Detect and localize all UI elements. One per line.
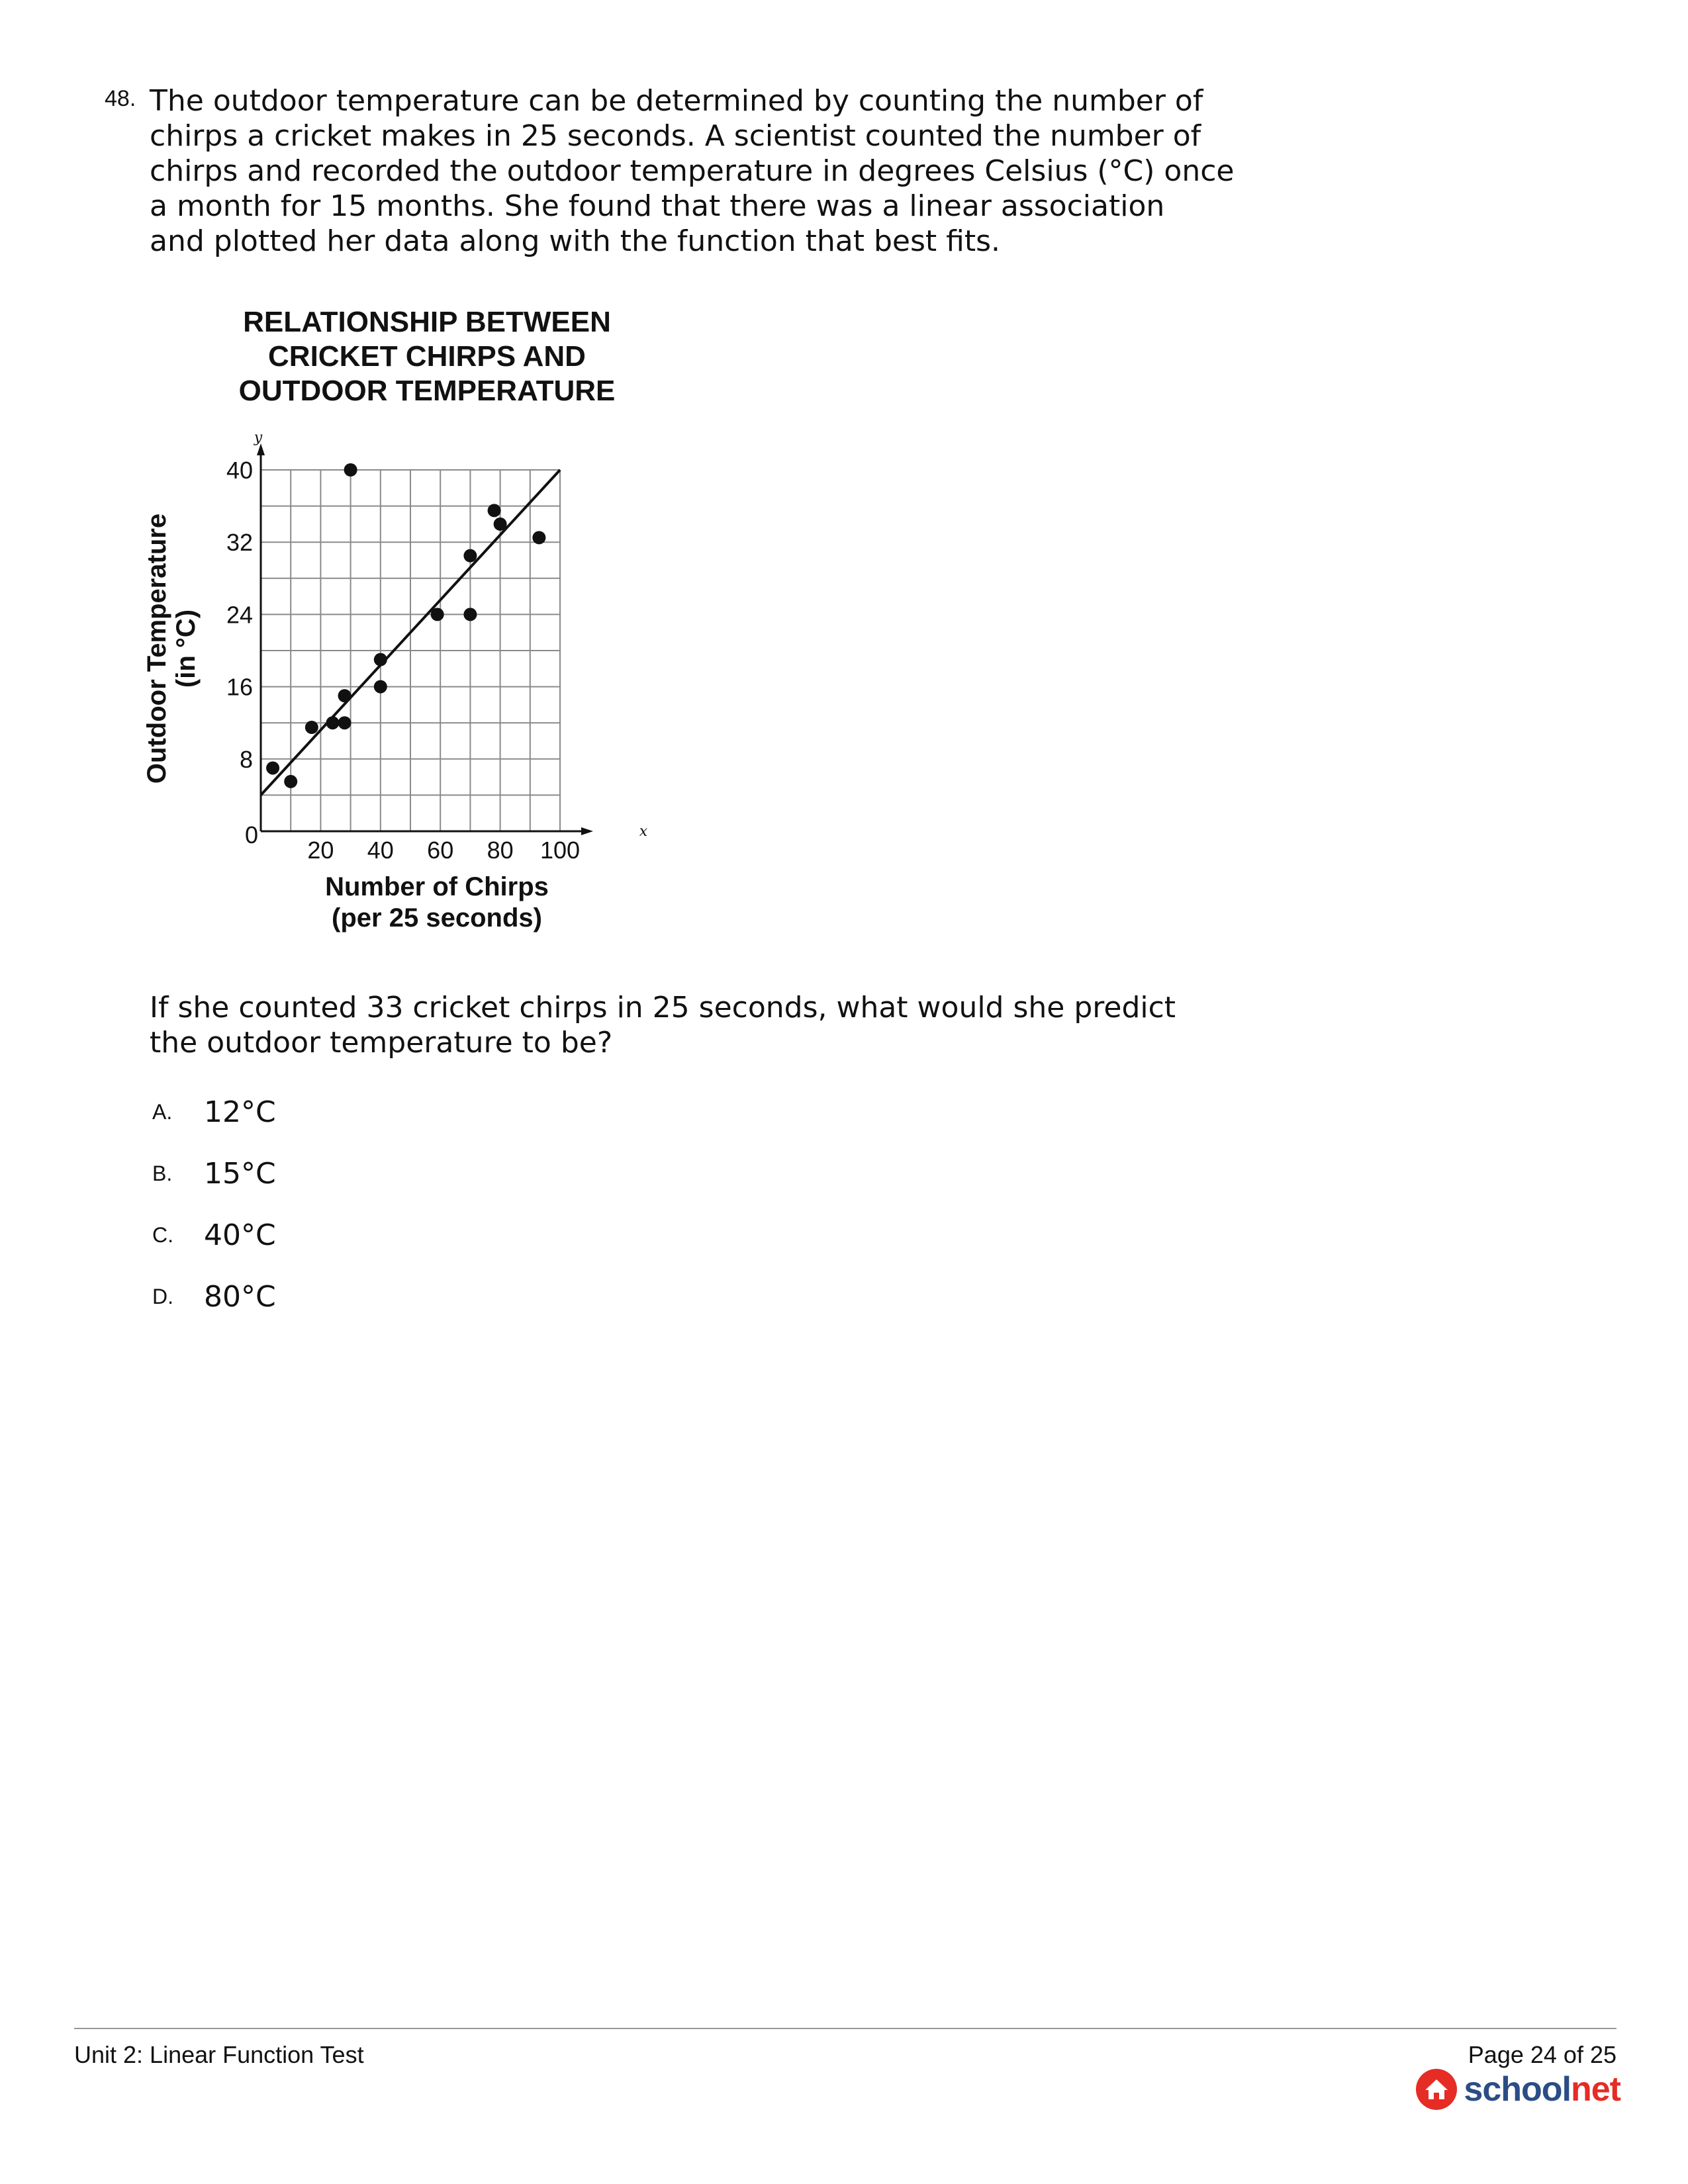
stem-line: chirps and recorded the outdoor temperature in degrees Celsius (°C) once — [150, 154, 1235, 188]
choice-d[interactable] — [152, 1277, 276, 1316]
choice-letter: C. — [152, 1222, 173, 1247]
stem-line: a month for 15 months. She found that there was a linear association — [150, 189, 1165, 223]
data-point — [463, 549, 477, 563]
chart-title-line-1: RELATIONSHIP BETWEEN — [243, 306, 611, 338]
choice-text: 80°C — [204, 1279, 276, 1314]
footer-divider — [74, 2028, 1617, 2029]
data-point — [266, 761, 279, 774]
choice-b[interactable] — [152, 1154, 276, 1193]
prompt-line: the outdoor temperature to be? — [150, 1026, 613, 1060]
question-stem — [150, 83, 1407, 259]
choice-letter: D. — [152, 1284, 173, 1308]
stem-line: and plotted her data along with the function that best fits. — [150, 224, 1001, 258]
choice-letter: B. — [152, 1161, 173, 1185]
x-axis-arrow — [581, 827, 593, 835]
data-point — [344, 463, 357, 477]
x-axis-label-line-2: (per 25 seconds) — [332, 903, 542, 933]
chart-svg — [139, 304, 675, 946]
x-tick-label: 20 — [307, 837, 334, 864]
chart-title-line-2: CRICKET CHIRPS AND — [268, 340, 586, 373]
y-axis-label-line-1: Outdoor Temperature — [142, 513, 171, 784]
chart-tick-labels — [226, 457, 580, 864]
chart-axes — [257, 443, 593, 835]
data-point — [431, 608, 444, 621]
y-tick-label: 24 — [226, 601, 253, 629]
schoolnet-logo — [1415, 2068, 1620, 2111]
choice-text: 40°C — [204, 1218, 276, 1252]
footer-page-number: Page 24 of 25 — [1468, 2041, 1617, 2068]
brand-text-net: net — [1571, 2070, 1620, 2109]
y-tick-label: 32 — [226, 529, 253, 557]
data-point — [305, 721, 318, 734]
data-point — [488, 504, 501, 517]
question-prompt — [150, 990, 1407, 1060]
stem-line: The outdoor temperature can be determined by counting the number of — [150, 84, 1203, 118]
data-point — [326, 716, 339, 729]
y-tick-label: 8 — [239, 745, 253, 773]
house-icon — [1415, 2068, 1458, 2111]
x-tick-label: 40 — [367, 837, 394, 864]
choice-c[interactable] — [152, 1215, 276, 1255]
data-point — [374, 680, 387, 694]
prompt-line: If she counted 33 cricket chirps in 25 seconds, what would she predict — [150, 991, 1176, 1024]
choice-text: 12°C — [204, 1095, 276, 1129]
chart-title-line-3: OUTDOOR TEMPERATURE — [238, 375, 616, 407]
footer-test-title: Unit 2: Linear Function Test — [74, 2041, 364, 2068]
chart-gridlines — [261, 470, 560, 831]
x-tick-label: 100 — [539, 837, 581, 864]
data-point — [338, 716, 352, 729]
y-tick-label: 40 — [226, 457, 253, 484]
brand-text — [1464, 2070, 1620, 2109]
chart-points — [266, 463, 545, 788]
data-point — [284, 775, 297, 788]
data-point — [374, 653, 387, 666]
x-axis-label-line-1: Number of Chirps — [325, 872, 549, 901]
data-point — [338, 689, 352, 702]
stem-line: chirps a cricket makes in 25 seconds. A scientist counted the number of — [150, 119, 1201, 153]
scatter-chart — [139, 304, 675, 946]
choice-text: 15°C — [204, 1156, 276, 1191]
question-number: 48. — [105, 86, 136, 111]
origin-label: 0 — [244, 821, 258, 848]
data-point — [494, 518, 507, 531]
data-point — [463, 608, 477, 621]
y-axis-variable: y — [254, 430, 263, 446]
y-tick-label: 16 — [226, 673, 253, 701]
y-axis-label-line-2: (in °C) — [171, 609, 201, 688]
choice-letter: A. — [152, 1099, 173, 1124]
x-tick-label: 80 — [487, 837, 514, 864]
brand-text-school: school — [1464, 2070, 1571, 2109]
choice-a[interactable] — [152, 1092, 276, 1132]
x-tick-label: 60 — [427, 837, 454, 864]
data-point — [532, 531, 545, 544]
x-axis-variable: x — [639, 823, 648, 840]
